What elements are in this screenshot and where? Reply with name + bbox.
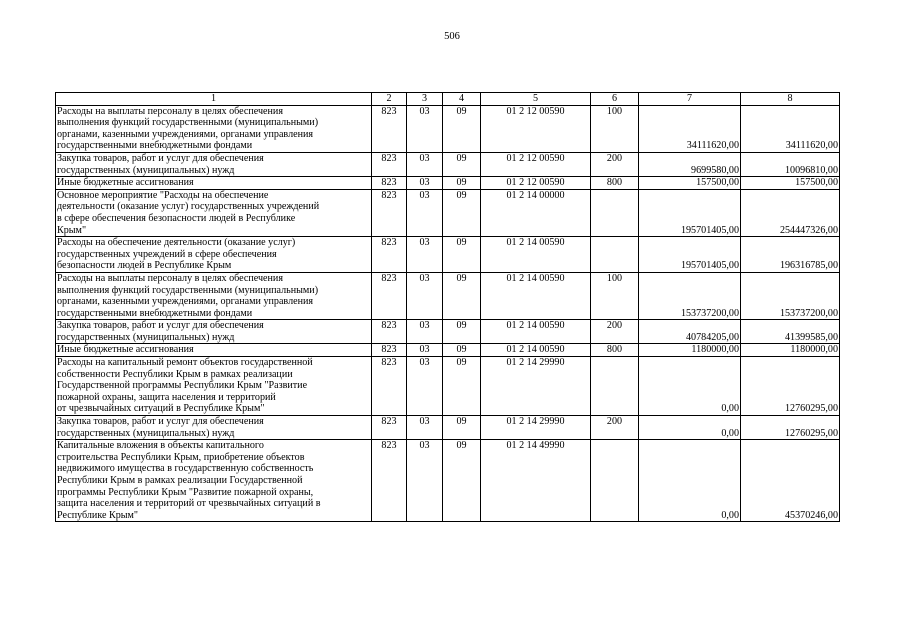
section-code-cell: 03 <box>407 344 443 357</box>
amount-year2-cell: 196316785,00 <box>741 237 840 273</box>
header-cell-4: 4 <box>443 93 481 106</box>
amount-year1-cell: 34111620,00 <box>639 105 741 152</box>
amount-year1-cell: 157500,00 <box>639 177 741 190</box>
target-article-cell: 01 2 14 00590 <box>481 320 591 344</box>
amount-year2-cell: 254447326,00 <box>741 189 840 236</box>
header-cell-5: 5 <box>481 93 591 106</box>
expense-name-cell <box>56 237 372 273</box>
amount-year1-cell: 195701405,00 <box>639 237 741 273</box>
expense-name-text: Иные бюджетные ассигнования <box>57 177 194 189</box>
section-code-cell: 03 <box>407 320 443 344</box>
grbs-code-cell: 823 <box>372 105 407 152</box>
grbs-code-cell: 823 <box>372 177 407 190</box>
expense-name-text: Расходы на капитальный ремонт объектов государственной собственности Республики Крым в рамках реализации Государственной программы Республики Крым "Развитие пожарной охраны, защита населения и территорий от чрезвычайных ситуаций в Республике Крым" <box>57 357 313 415</box>
expense-name-cell <box>56 177 372 190</box>
grbs-code-cell: 823 <box>372 237 407 273</box>
expense-name-cell <box>56 440 372 522</box>
table-row <box>56 152 840 176</box>
section-code-cell: 03 <box>407 105 443 152</box>
amount-year1-cell: 9699580,00 <box>639 152 741 176</box>
expense-name-cell <box>56 105 372 152</box>
table-row <box>56 272 840 319</box>
target-article-cell: 01 2 14 29990 <box>481 416 591 440</box>
amount-year2-cell: 1180000,00 <box>741 344 840 357</box>
subsection-code-cell: 09 <box>443 320 481 344</box>
grbs-code-cell: 823 <box>372 152 407 176</box>
target-article-cell: 01 2 12 00590 <box>481 177 591 190</box>
grbs-code-cell: 823 <box>372 357 407 416</box>
target-article-cell: 01 2 14 00590 <box>481 272 591 319</box>
table-row <box>56 320 840 344</box>
expense-type-cell: 200 <box>591 320 639 344</box>
expense-type-cell: 200 <box>591 152 639 176</box>
expense-name-text: Расходы на выплаты персоналу в целях обеспечения выполнения функций государственными (муниципальными) органами, казенными учреждениями, органами управления государственными внебюджетными фондами <box>57 272 319 319</box>
expense-name-cell <box>56 272 372 319</box>
expense-name-text: Расходы на обеспечение деятельности (оказание услуг) государственных учреждений в сфере обеспечения безопасности людей в Республике Крым <box>57 237 296 272</box>
amount-year1-cell: 40784205,00 <box>639 320 741 344</box>
subsection-code-cell: 09 <box>443 440 481 522</box>
grbs-code-cell: 823 <box>372 272 407 319</box>
amount-year2-cell: 12760295,00 <box>741 357 840 416</box>
expense-type-cell: 100 <box>591 105 639 152</box>
amount-year1-cell: 0,00 <box>639 440 741 522</box>
expense-type-cell: 800 <box>591 344 639 357</box>
header-cell-7: 7 <box>639 93 741 106</box>
target-article-cell: 01 2 14 29990 <box>481 357 591 416</box>
table-row <box>56 344 840 357</box>
table-header-row <box>56 93 840 106</box>
target-article-cell: 01 2 14 00590 <box>481 237 591 273</box>
amount-year2-cell: 153737200,00 <box>741 272 840 319</box>
section-code-cell: 03 <box>407 189 443 236</box>
expense-type-cell <box>591 357 639 416</box>
expense-name-text: Закупка товаров, работ и услуг для обеспечения государственных (муниципальных) нужд <box>57 416 264 439</box>
amount-year1-cell: 195701405,00 <box>639 189 741 236</box>
section-code-cell: 03 <box>407 152 443 176</box>
header-cell-3: 3 <box>407 93 443 106</box>
section-code-cell: 03 <box>407 237 443 273</box>
target-article-cell: 01 2 14 49990 <box>481 440 591 522</box>
header-cell-1: 1 <box>56 93 372 106</box>
grbs-code-cell: 823 <box>372 416 407 440</box>
section-code-cell: 03 <box>407 440 443 522</box>
subsection-code-cell: 09 <box>443 177 481 190</box>
grbs-code-cell: 823 <box>372 344 407 357</box>
header-cell-8: 8 <box>741 93 840 106</box>
target-article-cell: 01 2 14 00000 <box>481 189 591 236</box>
subsection-code-cell: 09 <box>443 416 481 440</box>
page-number: 506 <box>444 31 460 42</box>
expense-name-cell <box>56 152 372 176</box>
amount-year2-cell: 34111620,00 <box>741 105 840 152</box>
expense-name-text: Иные бюджетные ассигнования <box>57 344 194 356</box>
header-cell-2: 2 <box>372 93 407 106</box>
budget-table <box>55 92 840 522</box>
amount-year2-cell: 12760295,00 <box>741 416 840 440</box>
table-row <box>56 189 840 236</box>
subsection-code-cell: 09 <box>443 105 481 152</box>
target-article-cell: 01 2 12 00590 <box>481 152 591 176</box>
table-row <box>56 416 840 440</box>
target-article-cell: 01 2 12 00590 <box>481 105 591 152</box>
expense-name-cell <box>56 189 372 236</box>
amount-year2-cell: 157500,00 <box>741 177 840 190</box>
amount-year1-cell: 153737200,00 <box>639 272 741 319</box>
section-code-cell: 03 <box>407 357 443 416</box>
expense-type-cell <box>591 440 639 522</box>
amount-year1-cell: 0,00 <box>639 416 741 440</box>
section-code-cell: 03 <box>407 272 443 319</box>
expense-name-text: Закупка товаров, работ и услуг для обеспечения государственных (муниципальных) нужд <box>57 152 264 176</box>
table-row <box>56 357 840 416</box>
grbs-code-cell: 823 <box>372 440 407 522</box>
table-row <box>56 177 840 190</box>
expense-name-text: Основное мероприятие "Расходы на обеспечение деятельности (оказание услуг) государственных учреждений в сфере обеспечения безопасности людей в Республике Крым" <box>57 189 320 236</box>
expense-name-cell <box>56 344 372 357</box>
grbs-code-cell: 823 <box>372 320 407 344</box>
section-code-cell: 03 <box>407 416 443 440</box>
table-row <box>56 105 840 152</box>
header-cell-6: 6 <box>591 93 639 106</box>
expense-name-text: Закупка товаров, работ и услуг для обеспечения государственных (муниципальных) нужд <box>57 320 264 343</box>
expense-name-text: Капитальные вложения в объекты капитального строительства Республики Крым, приобретение объектов недвижимого имущества в государственную собственность Республики Крым в рамках реализации Государственной программы Республики Крым "Развитие пожарной охраны, защита населения и территорий от чрезвычайных ситуаций в Республике Крым" <box>57 440 321 521</box>
amount-year1-cell: 1180000,00 <box>639 344 741 357</box>
expense-name-cell <box>56 416 372 440</box>
expense-name-cell <box>56 357 372 416</box>
subsection-code-cell: 09 <box>443 189 481 236</box>
amount-year2-cell: 45370246,00 <box>741 440 840 522</box>
amount-year1-cell: 0,00 <box>639 357 741 416</box>
expense-type-cell: 200 <box>591 416 639 440</box>
table-row <box>56 440 840 522</box>
expense-name-text: Расходы на выплаты персоналу в целях обеспечения выполнения функций государственными (муниципальными) органами, казенными учреждениями, органами управления государственными внебюджетными фондами <box>57 105 319 152</box>
expense-name-cell <box>56 320 372 344</box>
section-code-cell: 03 <box>407 177 443 190</box>
table-row <box>56 237 840 273</box>
expense-type-cell <box>591 237 639 273</box>
expense-type-cell: 800 <box>591 177 639 190</box>
subsection-code-cell: 09 <box>443 272 481 319</box>
target-article-cell: 01 2 14 00590 <box>481 344 591 357</box>
subsection-code-cell: 09 <box>443 152 481 176</box>
amount-year2-cell: 10096810,00 <box>741 152 840 176</box>
subsection-code-cell: 09 <box>443 357 481 416</box>
subsection-code-cell: 09 <box>443 344 481 357</box>
expense-type-cell: 100 <box>591 272 639 319</box>
subsection-code-cell: 09 <box>443 237 481 273</box>
expense-type-cell <box>591 189 639 236</box>
grbs-code-cell: 823 <box>372 189 407 236</box>
amount-year2-cell: 41399585,00 <box>741 320 840 344</box>
